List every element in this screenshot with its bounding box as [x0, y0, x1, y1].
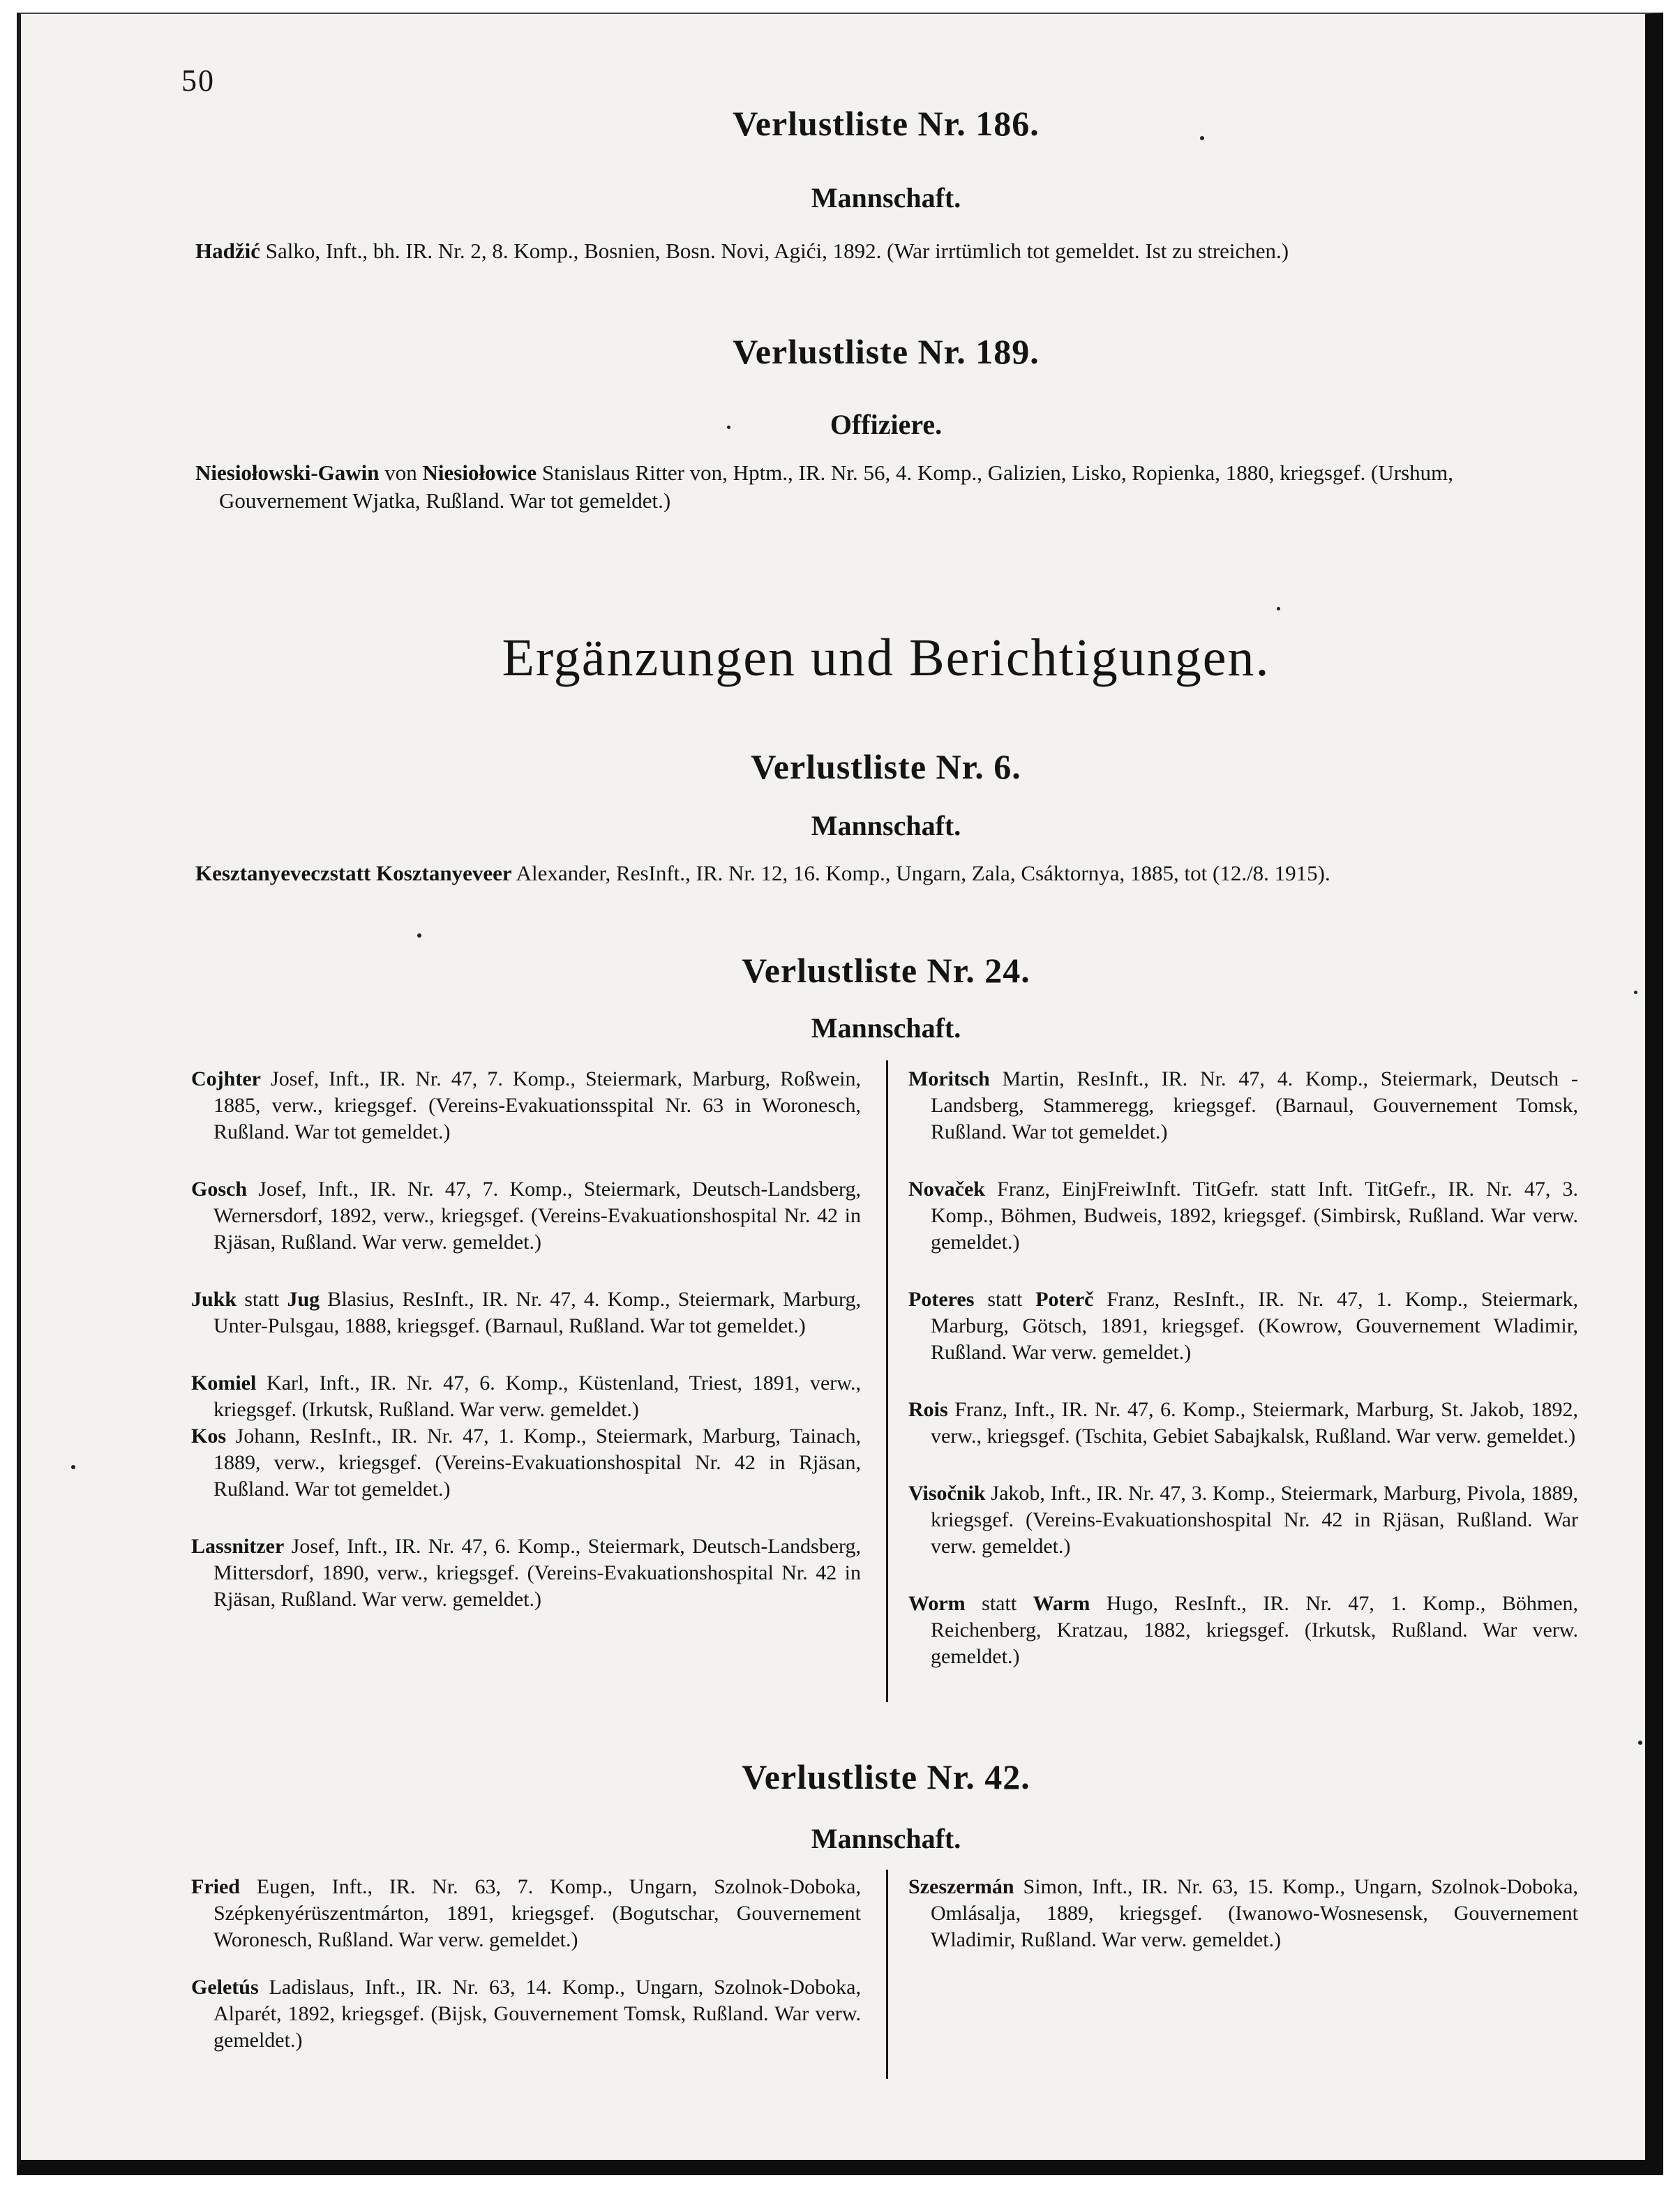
entry-name: Cojhter [191, 1067, 261, 1090]
entry-text: Alexander, ResInft., IR. Nr. 12, 16. Komp., Ungarn, Zala, Csáktornya, 1885, tot (12./8. 1915). [511, 861, 1330, 885]
scan-speck [71, 1465, 75, 1469]
entry-text: Johann, ResInft., IR. Nr. 47, 1. Komp., Steiermark, Marburg, Tainach, 1889, verw., kriegsgef. (Vereins-Evakuationshospital Nr. 42 in Rjäsan, Rußland. War tot gemeldet.) [213, 1425, 861, 1501]
entry-name: Worm [908, 1592, 966, 1615]
entry-text: Franz, ResInft., IR. Nr. 47, 1. Komp., Steiermark, Marburg, Götsch, 1891, kriegsgef. (Kowrow, Gouvernement Wladimir, Rußland. War verw. gemeldet.) [931, 1288, 1578, 1364]
entry-text: Josef, Inft., IR. Nr. 47, 7. Komp., Steiermark, Marburg, Roßwein, 1885, verw., kriegsgef. (Vereins-Evakuationsspital Nr. 63 in Woronesch, Rußland. War tot gemeldet.) [213, 1067, 861, 1143]
entry-text: Josef, Inft., IR. Nr. 47, 6. Komp., Steiermark, Deutsch-Landsberg, Mittersdorf, 1890, verw., kriegsgef. (Vereins-Evakuationshospital Nr. 42 in Rjäsan, Rußland. War verw. gemeldet.) [213, 1535, 861, 1611]
list-item [191, 1533, 861, 1613]
vl42-left-column [191, 1874, 861, 2084]
entry-text: Blasius, ResInft., IR. Nr. 47, 4. Komp., Steiermark, Marburg, Unter-Pulsgau, 1888, kriegsgef. (Barnaul, Rußland. War tot gemeldet.) [213, 1288, 861, 1337]
list-item [908, 1286, 1578, 1366]
entry-text: Simon, Inft., IR. Nr. 63, 15. Komp., Ungarn, Szolnok-Doboka, Omlásalja, 1889, kriegsgef. (Iwanowo-Wosnesensk, Gouvernement Wladimir, Rußland. War verw. gemeldet.) [931, 1875, 1578, 1951]
entry-name: Kesztanyeveczstatt Kosztanyeveer [195, 861, 512, 885]
section-title-24: Verlustliste Nr. 24. [742, 951, 1030, 990]
section-subtitle-24: Mannschaft. [811, 1012, 961, 1044]
section-subtitle-42: Mannschaft. [811, 1823, 961, 1854]
entry-text: Karl, Inft., IR. Nr. 47, 6. Komp., Küstenland, Triest, 1891, verw., kriegsgef. (Irkutsk, Rußland. War verw. gemeldet.) [213, 1372, 861, 1421]
entry-name: Visočnik [908, 1482, 986, 1505]
list-item [908, 1397, 1578, 1450]
entry-name: Jukk [191, 1288, 237, 1311]
section-subtitle-6: Mannschaft. [811, 810, 961, 841]
entry-connector: statt [965, 1592, 1033, 1615]
entry-niesiolowski [195, 459, 1584, 515]
section-subtitle-189: Offiziere. [830, 409, 943, 440]
vl42-right-column [908, 1874, 1578, 1984]
entry-name: Kos [191, 1425, 227, 1448]
scan-speck [417, 933, 421, 938]
list-item [191, 1874, 861, 1953]
entry-text: Eugen, Inft., IR. Nr. 63, 7. Komp., Ungarn, Szolnok-Doboka, Szépkenyérüszentmárton, 1891, kriegsgef. (Bogutschar, Gouvernement Woronesch, Rußland. War verw. gemeldet.) [213, 1875, 861, 1951]
entry-name: Szeszermán [908, 1875, 1014, 1898]
entry-text: Hugo, ResInft., IR. Nr. 47, 1. Komp., Böhmen, Reichenberg, Kratzau, 1882, kriegsgef. (Irkutsk, Rußland. War verw. gemeldet.) [931, 1592, 1579, 1668]
entry-name: Moritsch [908, 1067, 990, 1090]
section-title-6: Verlustliste Nr. 6. [751, 747, 1021, 786]
section-title-186: Verlustliste Nr. 186. [733, 104, 1040, 143]
scan-speck [1200, 136, 1204, 140]
entry-name: Hadžić [195, 239, 260, 263]
list-item [908, 1176, 1578, 1256]
entry-name: Gosch [191, 1178, 248, 1201]
book-page [17, 13, 1663, 2175]
vl24-right-column [908, 1066, 1578, 1701]
scan-speck [1277, 607, 1280, 610]
list-item [191, 1370, 861, 1423]
section-subtitle-186: Mannschaft. [811, 182, 961, 213]
entry-name: Rois [908, 1398, 948, 1421]
entry-name: Niesiołowski-Gawin [195, 460, 380, 485]
entry-name: Komiel [191, 1372, 257, 1395]
entry-text: Franz, EinjFreiwInft. TitGefr. statt Inft. TitGefr., IR. Nr. 47, 3. Komp., Böhmen, Budweis, 1892, kriegsgef. (Simbirsk, Rußland. War verw. gemeldet.) [931, 1178, 1578, 1254]
entry-text: Martin, ResInft., IR. Nr. 47, 4. Komp., Steiermark, Deutsch - Landsberg, Stammeregg, kriegsgef. (Barnaul, Gouvernement Tomsk, Rußland. War tot gemeldet.) [931, 1067, 1578, 1143]
entry-connector: von [379, 460, 423, 485]
entry-name: Poteres [908, 1288, 975, 1311]
entry-hadzic [195, 237, 1584, 265]
entry-name: Lassnitzer [191, 1535, 285, 1558]
column-divider [886, 1870, 888, 2079]
main-heading: Ergänzungen und Berichtigungen. [502, 629, 1270, 687]
column-divider [886, 1060, 888, 1702]
list-item [191, 1066, 861, 1145]
list-item [908, 1591, 1578, 1670]
entry-connector: statt [237, 1288, 287, 1311]
entry-connector: statt [974, 1288, 1036, 1311]
list-item [191, 1286, 861, 1339]
list-item [908, 1480, 1578, 1560]
entry-text: Salko, Inft., bh. IR. Nr. 2, 8. Komp., Bosnien, Bosn. Novi, Agići, 1892. (War irrtümlich tot gemeldet. Ist zu streichen.) [260, 239, 1289, 263]
page-number: 50 [181, 63, 215, 98]
entry-text: Josef, Inft., IR. Nr. 47, 7. Komp., Steiermark, Deutsch-Landsberg, Wernersdorf, 1892, verw., kriegsgef. (Vereins-Evakuationshospital Nr. 42 in Rjäsan, Rußland. War verw. gemeldet.) [213, 1178, 861, 1254]
vl24-left-column [191, 1066, 861, 1644]
entry-text: Stanislaus Ritter von, Hptm., IR. Nr. 56, 4. Komp., Galizien, Lisko, Ropienka, 1880, kriegsgef. (Urshum, Gouvernement Wjatka, Rußland. War tot gemeldet.) [219, 460, 1454, 513]
entry-name-alt: Warm [1033, 1592, 1090, 1615]
entry-name: Geletús [191, 1976, 259, 1999]
scan-speck [1634, 991, 1637, 994]
section-title-189: Verlustliste Nr. 189. [733, 332, 1040, 371]
section-title-42: Verlustliste Nr. 42. [742, 1757, 1030, 1796]
scan-speck [1638, 1741, 1642, 1745]
list-item [908, 1066, 1578, 1145]
entry-name-alt: Poterč [1035, 1288, 1094, 1311]
list-item [191, 1974, 861, 2054]
entry-text: Franz, Inft., IR. Nr. 47, 6. Komp., Steiermark, Marburg, St. Jakob, 1892, verw., kriegsgef. (Tschita, Gebiet Sabajkalsk, Rußland. War verw. gemeldet.) [931, 1398, 1578, 1448]
entry-name: Fried [191, 1875, 240, 1898]
list-item [191, 1176, 861, 1256]
entry-name-alt: Niesiołowice [422, 460, 537, 485]
entry-name: Novaček [908, 1178, 985, 1201]
list-item [191, 1423, 861, 1503]
entry-text: Ladislaus, Inft., IR. Nr. 63, 14. Komp., Ungarn, Szolnok-Doboka, Alparét, 1892, kriegsgef. (Bijsk, Gouvernement Tomsk, Rußland. War verw. gemeldet.) [213, 1976, 861, 2052]
entry-text: Jakob, Inft., IR. Nr. 47, 3. Komp., Steiermark, Marburg, Pivola, 1889, kriegsgef. (Vereins-Evakuationshospital Nr. 42 in Rjäsan, Rußland. War verw. gemeldet.) [931, 1482, 1578, 1558]
entry-name-alt: Jug [287, 1288, 320, 1311]
scan-speck [727, 426, 730, 429]
entry-kesztanyevecz [195, 859, 1584, 887]
list-item [908, 1874, 1578, 1953]
